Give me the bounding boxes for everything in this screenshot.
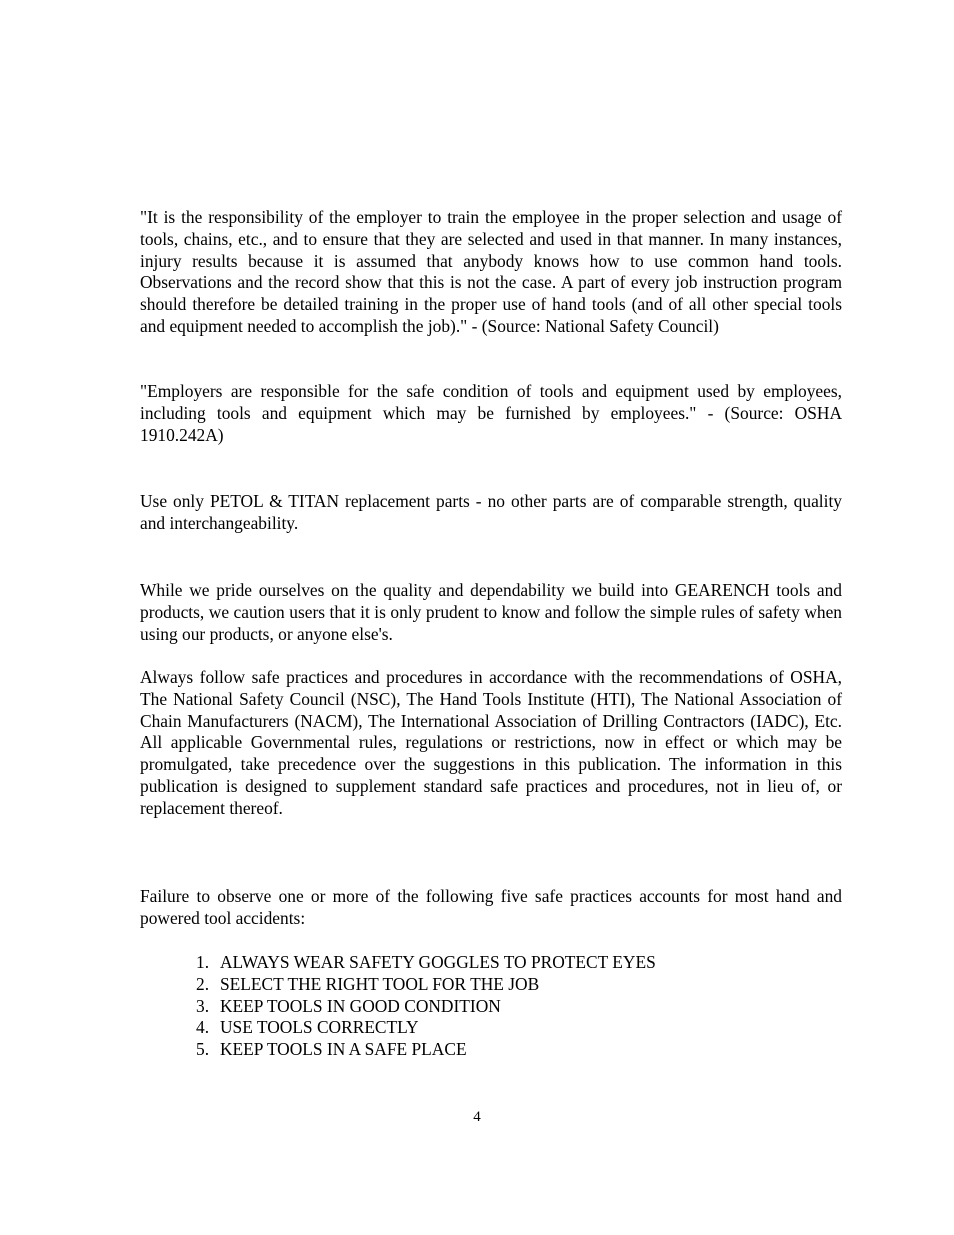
page-number: 4	[473, 1109, 481, 1125]
paragraph-five-safe-practices-intro: Failure to observe one or more of the following five safe practices accounts for most hand and powered tool accidents:	[140, 886, 842, 928]
list-item-text: KEEP TOOLS IN A SAFE PLACE	[220, 1039, 467, 1060]
paragraph-replacement-parts: Use only PETOL & TITAN replacement parts - no other parts are of comparable strength, quality and interchangeability.	[140, 491, 842, 533]
list-item-number: 2.	[196, 973, 210, 994]
paragraph-nsc-quote: "It is the responsibility of the employer to train the employee in the proper selection and usage of tools, chains, etc., and to ensure that they are selected and used in that manner. In many instances, injury results because it is assumed that anybody knows how to use common hand tools. Observations and the record show that this is not the case. A part of every job instruction program should therefore be detailed training in the proper use of hand tools (and of all other special tools and equipment needed to accomplish the job)." - (Source: National Safety Council)	[140, 207, 842, 336]
list-item-number: 5.	[196, 1039, 210, 1060]
paragraph-gearench-caution: While we pride ourselves on the quality and dependability we build into GEARENCH tools and products, we caution users that it is only prudent to know and follow the simple rules of safety when using our products, or anyone else's.	[140, 580, 842, 644]
list-item-text: USE TOOLS CORRECTLY	[220, 1017, 419, 1038]
list-item-number: 1.	[196, 952, 210, 972]
list-item	[196, 1039, 656, 1061]
list-item	[196, 996, 656, 1018]
list-item	[196, 1017, 656, 1039]
list-item-number: 4.	[196, 1017, 210, 1038]
list-item	[196, 974, 656, 996]
list-item-number: 3.	[196, 995, 210, 1016]
list-item-text: SELECT THE RIGHT TOOL FOR THE JOB	[220, 973, 540, 994]
safe-practices-list	[196, 952, 656, 1061]
list-item-text: KEEP TOOLS IN GOOD CONDITION	[220, 995, 501, 1016]
paragraph-safe-practices-recommendations: Always follow safe practices and procedures in accordance with the recommendations of OSHA, The National Safety Council (NSC), The Hand Tools Institute (HTI), The National Association of Chain Manufacturers (NACM), The International Association of Drilling Contractors (IADC), Etc. All applicable Governmental rules, regulations or restrictions, now in effect or which may be promulgated, take precedence over the suggestions in this publication. The information in this publication is designed to supplement standard safe practices and procedures, not in lieu of, or replacement thereof.	[140, 667, 842, 818]
list-item	[196, 952, 656, 974]
list-item-text: ALWAYS WEAR SAFETY GOGGLES TO PROTECT EYES	[220, 952, 656, 972]
paragraph-osha-quote: "Employers are responsible for the safe condition of tools and equipment used by employees, including tools and equipment which may be furnished by employees." - (Source: OSHA 1910.242A)	[140, 381, 842, 445]
